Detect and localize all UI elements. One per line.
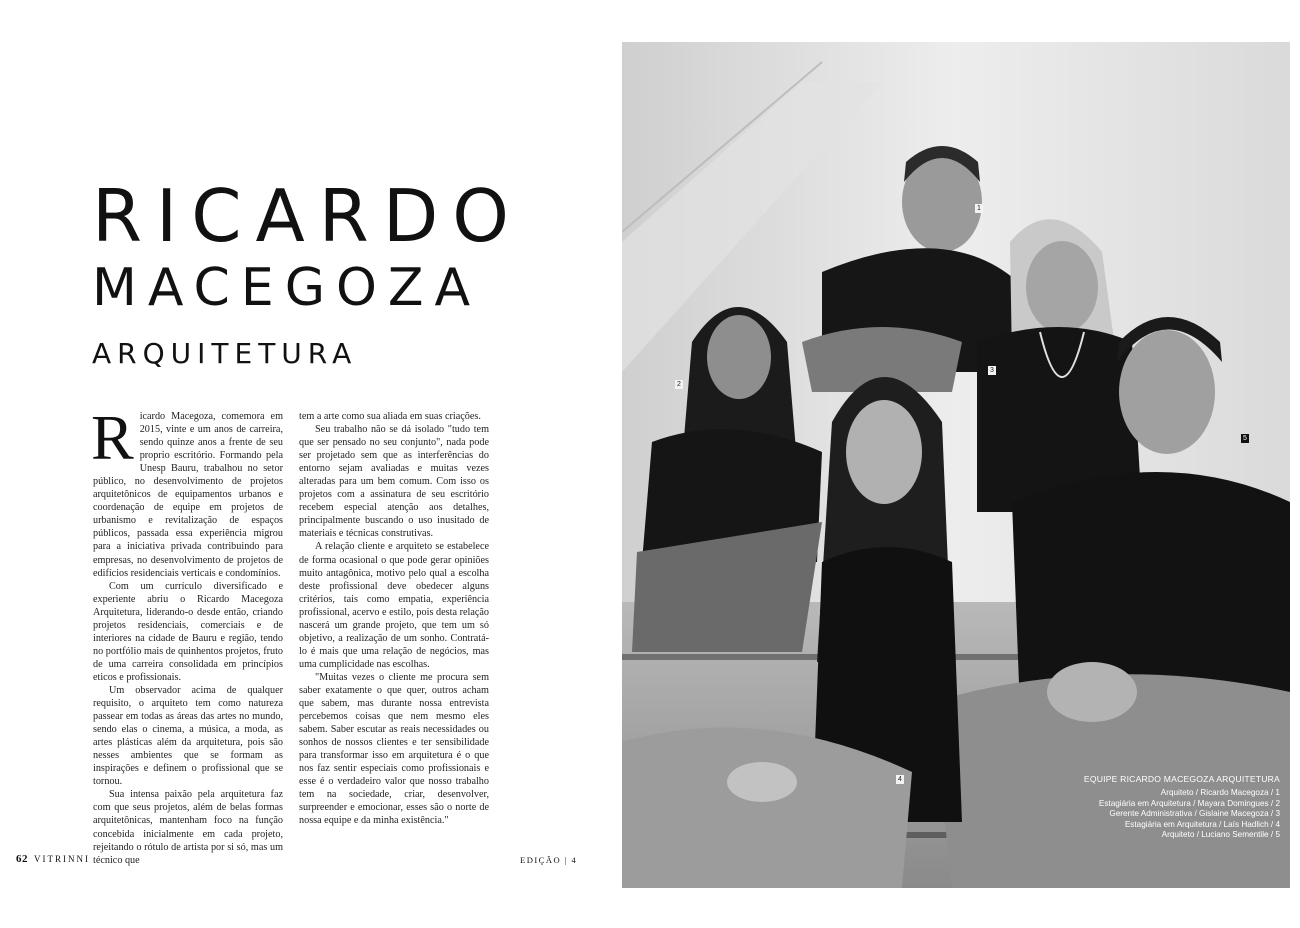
caption-line: Arquiteto / Ricardo Macegoza / 1 bbox=[1160, 788, 1280, 798]
marker-2: 2 bbox=[677, 381, 681, 388]
paragraph bbox=[91, 402, 283, 580]
paragraph-text: icardo Macegoza, comemora em 2015, vinte e um anos de carreira, sendo quinze anos a frente de seu proprio escritório. Formando pela Unesp Bauru, trabalhou no setor público, no desenvolvimento de projetos arquitetônicos de equipamentos urbanos e coordenação de equipe em projetos de urbanismo e revitalização de espaços públicos, passada essa experiência migrou para a iniciativa privada contribuindo para empresas, no desenvolvimento de projetos de edifícios residenciais verticais e condomínios. bbox=[93, 411, 283, 579]
edition-label: EDIÇÃO | 4 bbox=[520, 855, 578, 865]
team-photo bbox=[622, 42, 1290, 888]
page-number: 62 bbox=[16, 853, 28, 865]
caption-line: Estagiária em Arquitetura / Laís Hadlich / 4 bbox=[1124, 819, 1280, 829]
title-line-3: ARQUITETURA bbox=[92, 337, 358, 370]
paragraph: "Muitas vezes o cliente me procura sem saber exatamente o que quer, outros acham que sabem, mas durante nossa entrevista percebemos coisas que nem mesmo eles sabem. Saber escutar as reais necessidades ou sonhos de nossos clientes e ter sensibilidade para transformar isso em arquitetura é o que nos faz sentir especiais como profissionais e esse é o verdadeiro valor que nosso trabalho tem na sociedade, criar, desenvolver, surpreender e emocionar, esses são o norte de nossa equipe e da minha existência." bbox=[299, 671, 489, 827]
article-column-1 bbox=[91, 402, 283, 867]
marker-3: 3 bbox=[990, 367, 994, 374]
paragraph: A relação cliente e arquiteto se estabelece de forma ocasional o que pode gerar opiniões muito antagônica, motivo pelo qual a escolha deste profissional deve obedecer alguns critérios, tais como empatia, experiência profissional, acervo e estilo, pois desta relação nascerá um grande projeto, que tem um só objetivo, a realização de um sonho. Contratá-lo é mais que uma relação de negócios, mas uma cumplicidade nas escolhas. bbox=[299, 541, 489, 670]
title-line-2: MACEGOZA bbox=[92, 258, 482, 318]
paragraph: Sua intensa paixão pela arquitetura faz com que seus projetos, além de belas formas arquitetônicas, mantenham foco na função concebida inicialmente em cada projeto, rejeitando o rótulo de artista por si só, mas um técnico que bbox=[93, 789, 283, 866]
paragraph: Um observador acima de qualquer requisito, o arquiteto tem como natureza passear em todas as áreas das artes no mundo, sendo elas o cinema, a música, a moda, as artes plásticas além da arquitetura, pois são nesses ambientes que se formam as inspirações e definem o profissional que se tornou. bbox=[93, 684, 283, 788]
page-folio bbox=[16, 853, 90, 865]
marker-1: 1 bbox=[977, 205, 981, 212]
title-line-1: RICARDO bbox=[92, 174, 523, 258]
article-column-2 bbox=[299, 410, 489, 828]
marker-4: 4 bbox=[898, 776, 902, 783]
paragraph: Seu trabalho não se dá isolado "tudo tem que ser pensado no seu conjunto", nada pode ser projetado sem que as interferências do entorno sejam avaliadas e muitas vezes alteradas para um bem comum. Com isso os projetos com a assinatura de seu escritório recebem especial atenção aos detalhes, principalmente buscando o uso inusitado de materiais e técnicas construtivas. bbox=[299, 424, 489, 540]
caption-line: Arquiteto / Luciano Sementile / 5 bbox=[1161, 830, 1280, 840]
caption-line: Estagiária em Arquitetura / Mayara Domingues / 2 bbox=[1098, 798, 1280, 808]
team-photo-illustration bbox=[622, 42, 1290, 888]
magazine-name: VITRINNI bbox=[34, 854, 90, 864]
paragraph: Com um currículo diversificado e experiente abriu o Ricardo Macegoza Arquitetura, liderando-o desde então, criando projetos residenciais, comerciais e de interiores na cidade de Bauru e região, tendo no portfólio mais de quinhentos projetos, fruto de uma carreira consolidada em princípios eticos e profissionais. bbox=[93, 580, 283, 683]
drop-cap: R bbox=[91, 402, 134, 473]
photo-caption bbox=[1084, 774, 1280, 840]
caption-title: EQUIPE RICARDO MACEGOZA ARQUITETURA bbox=[1083, 774, 1280, 784]
marker-5: 5 bbox=[1243, 435, 1247, 442]
paragraph: tem a arte como sua aliada em suas criações. bbox=[299, 411, 481, 422]
caption-line: Gerente Administrativa / Gislaine Macegoza / 3 bbox=[1109, 809, 1280, 819]
